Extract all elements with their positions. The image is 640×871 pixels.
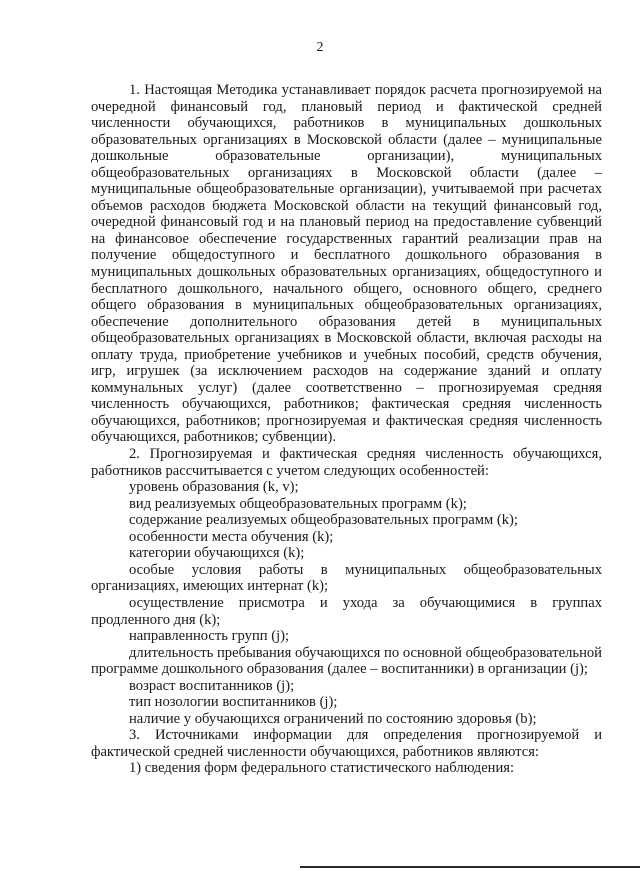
feature-item-student-categories: категории обучающихся (k); — [129, 545, 305, 562]
feature-item-boarding-conditions: особые условия работы в муниципальных общеобразовательных организациях, имеющих интернат (k); — [91, 561, 602, 595]
feature-item-group-focus: направленность групп (j); — [129, 628, 290, 645]
feature-item-program-content: содержание реализуемых общеобразовательных программ (k); — [129, 512, 518, 529]
feature-item-pupil-age: возраст воспитанников (j); — [129, 677, 295, 694]
paragraph-2: 2. Прогнозируемая и фактическая средняя численность обучающихся, работников рассчитывается с учетом следующих особенностей: — [91, 446, 602, 479]
feature-item-nosology-type: тип нозологии воспитанников (j); — [129, 694, 338, 711]
paragraph-3: 3. Источниками информации для определения прогнозируемой и фактической средней численности обучающихся, работников являются: — [91, 727, 602, 760]
document-body — [91, 82, 602, 777]
feature-item-health-limitations: наличие у обучающихся ограничений по состоянию здоровья (b); — [129, 710, 537, 727]
feature-item-study-location: особенности места обучения (k); — [129, 528, 334, 545]
feature-item-stay-duration: длительность пребывания обучающихся по основной общеобразовательной программе дошкольного образования (далее – воспитанники) в организации (j); — [91, 644, 602, 678]
feature-item-extended-day-care: осуществление присмотра и ухода за обучающимися в группах продленного дня (k); — [91, 594, 602, 628]
page-number: 2 — [316, 40, 324, 55]
paragraph-4: 1) сведения форм федерального статистического наблюдения: — [129, 760, 515, 777]
page-bottom-rule — [300, 866, 640, 868]
paragraph-1: 1. Настоящая Методика устанавливает порядок расчета прогнозируемой на очередной финансовый год, плановый период и фактической средней численности обучающихся, работников в муниципальных дошкольных образовательных организациях в Московской области (далее – муниципальные дошкольные образовательные организации), муниципальных общеобразовательных организациях в Московской области (далее – муниципальные общеобразовательные организации), учитываемой при расчетах объемов расходов бюджета Московской области на текущий финансовый год, очередной финансовый год и на плановый период на предоставление субвенций на финансовое обеспечение государственных гарантий реализации прав на получение общедоступного и бесплатного дошкольного образования в муниципальных дошкольных образовательных организациях, общедоступного и бесплатного дошкольного, начального общего, основного общего, среднего общего образования в муниципальных общеобразовательных организациях, обеспечение дополнительного образования детей в муниципальных общеобразовательных организациях в Московской области, включая расходы на оплату труда, приобретение учебников и учебных пособий, средств обучения, игр, игрушек (за исключением расходов на содержание зданий и оплату коммунальных услуг) (далее соответственно – прогнозируемая средняя численность обучающихся, работников; фактическая средняя численность обучающихся, работников; прогнозируемая и фактическая средняя численность обучающихся, работников; субвенции). — [91, 82, 602, 446]
feature-item-education-level: уровень образования (k, v); — [129, 479, 299, 496]
feature-item-program-type: вид реализуемых общеобразовательных программ (k); — [129, 495, 467, 512]
